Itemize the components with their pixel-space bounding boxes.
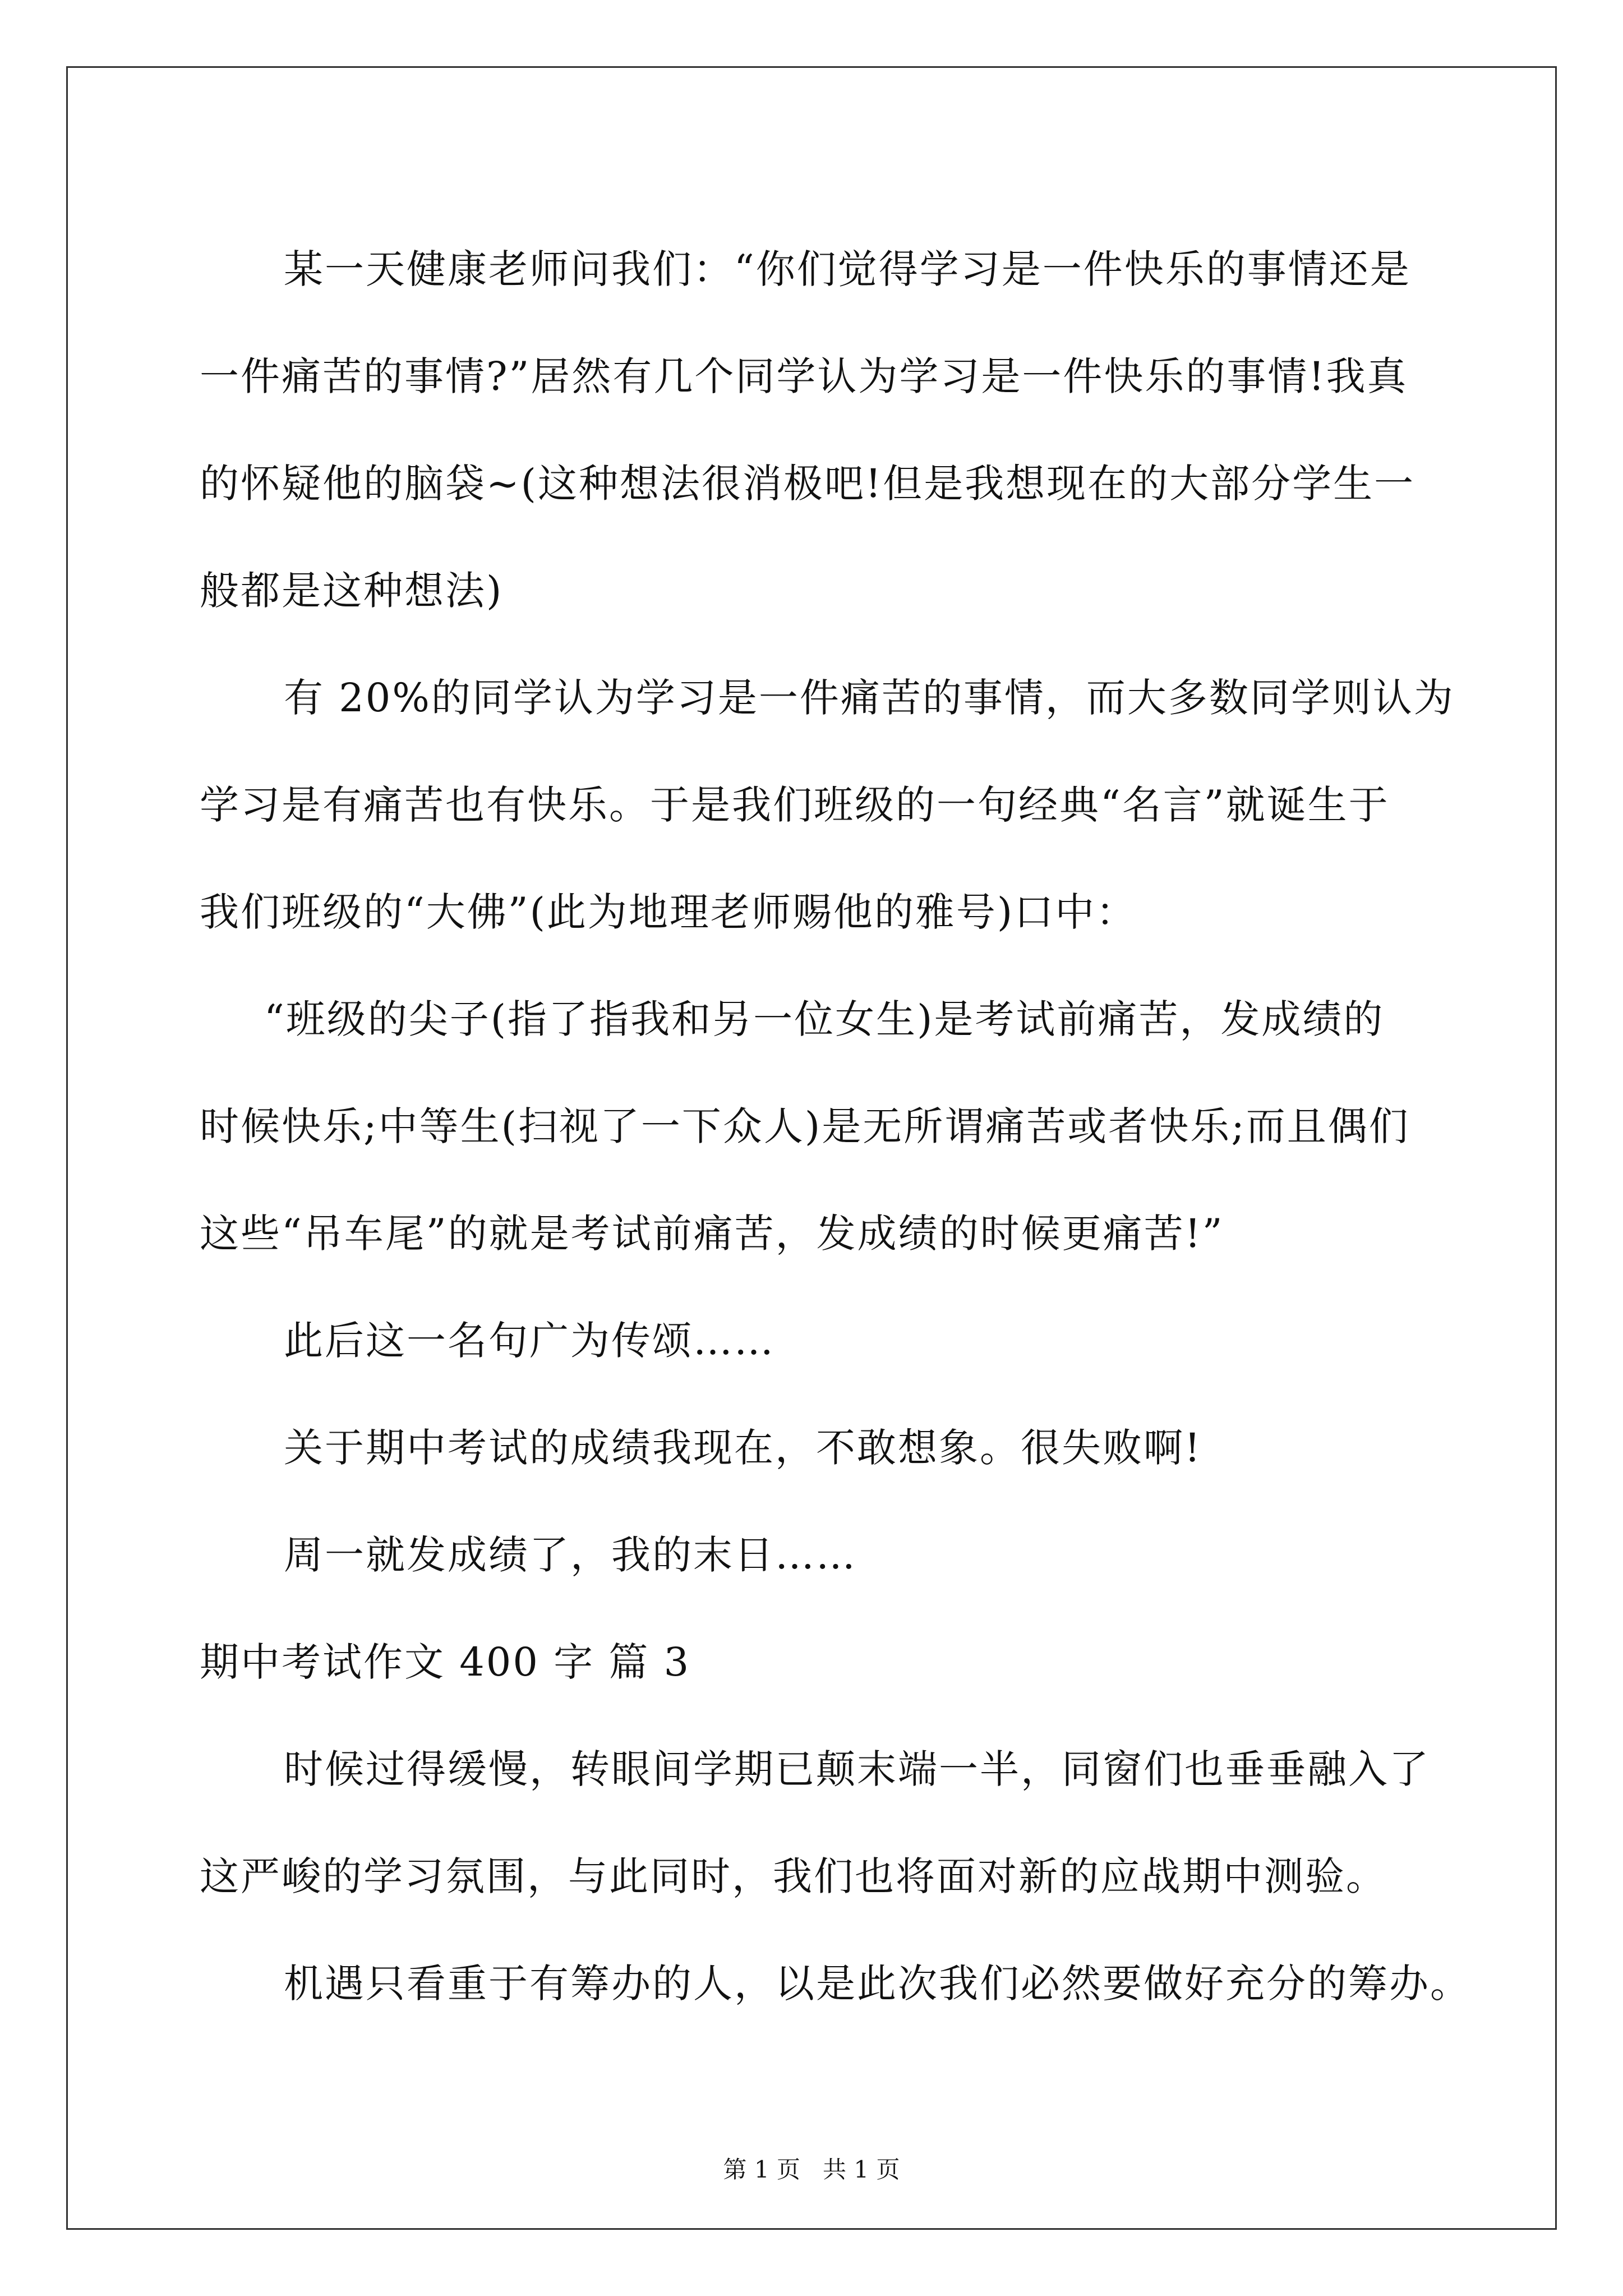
paragraph-line: 的怀疑他的脑袋~(这种想法很消极吧!但是我想现在的大部分学生一 (200, 461, 1415, 507)
paragraph-line: 我们班级的“大佛”(此为地理老师赐他的雅号)口中： (200, 889, 1137, 935)
paragraph-line: 般都是这种想法) (200, 568, 504, 614)
paragraph-line: 某一天健康老师问我们：“你们觉得学习是一件快乐的事情还是 (284, 246, 1411, 292)
paragraph-line: 这严峻的学习氛围，与此同时，我们也将面对新的应战期中测验。 (200, 1853, 1387, 1899)
paragraph-line: 有 20%的同学认为学习是一件痛苦的事情，而大多数同学则认为 (284, 675, 1455, 721)
paragraph-line: 一件痛苦的事情?”居然有几个同学认为学习是一件快乐的事情!我真 (200, 353, 1408, 399)
paragraph-line: 时候快乐;中等生(扫视了一下众人)是无所谓痛苦或者快乐;而且偶们 (200, 1103, 1410, 1149)
paragraph-line: 此后这一名句广为传颂…… (284, 1318, 775, 1364)
document-body (200, 216, 1471, 2037)
page-footer: 第 1 页 共 1 页 (723, 2156, 900, 2183)
paragraph-line: 机遇只看重于有筹办的人，以是此次我们必然要做好充分的筹办。 (284, 1961, 1471, 2007)
section-heading: 期中考试作文 400 字 篇 3 (200, 1639, 691, 1685)
paragraph-line: 时候过得缓慢，转眼间学期已颠末端一半，同窗们也垂垂融入了 (284, 1746, 1430, 1792)
paragraph-line: 这些“吊车尾”的就是考试前痛苦，发成绩的时候更痛苦!” (200, 1211, 1224, 1257)
paragraph-line: 周一就发成绩了，我的末日…… (284, 1532, 857, 1578)
paragraph-line: 学习是有痛苦也有快乐。于是我们班级的一句经典“名言”就诞生于 (200, 782, 1390, 828)
paragraph-line: “班级的尖子(指了指我和另一位女生)是考试前痛苦，发成绩的 (264, 996, 1385, 1042)
paragraph-line: 关于期中考试的成绩我现在，不敢想象。很失败啊! (284, 1425, 1202, 1471)
